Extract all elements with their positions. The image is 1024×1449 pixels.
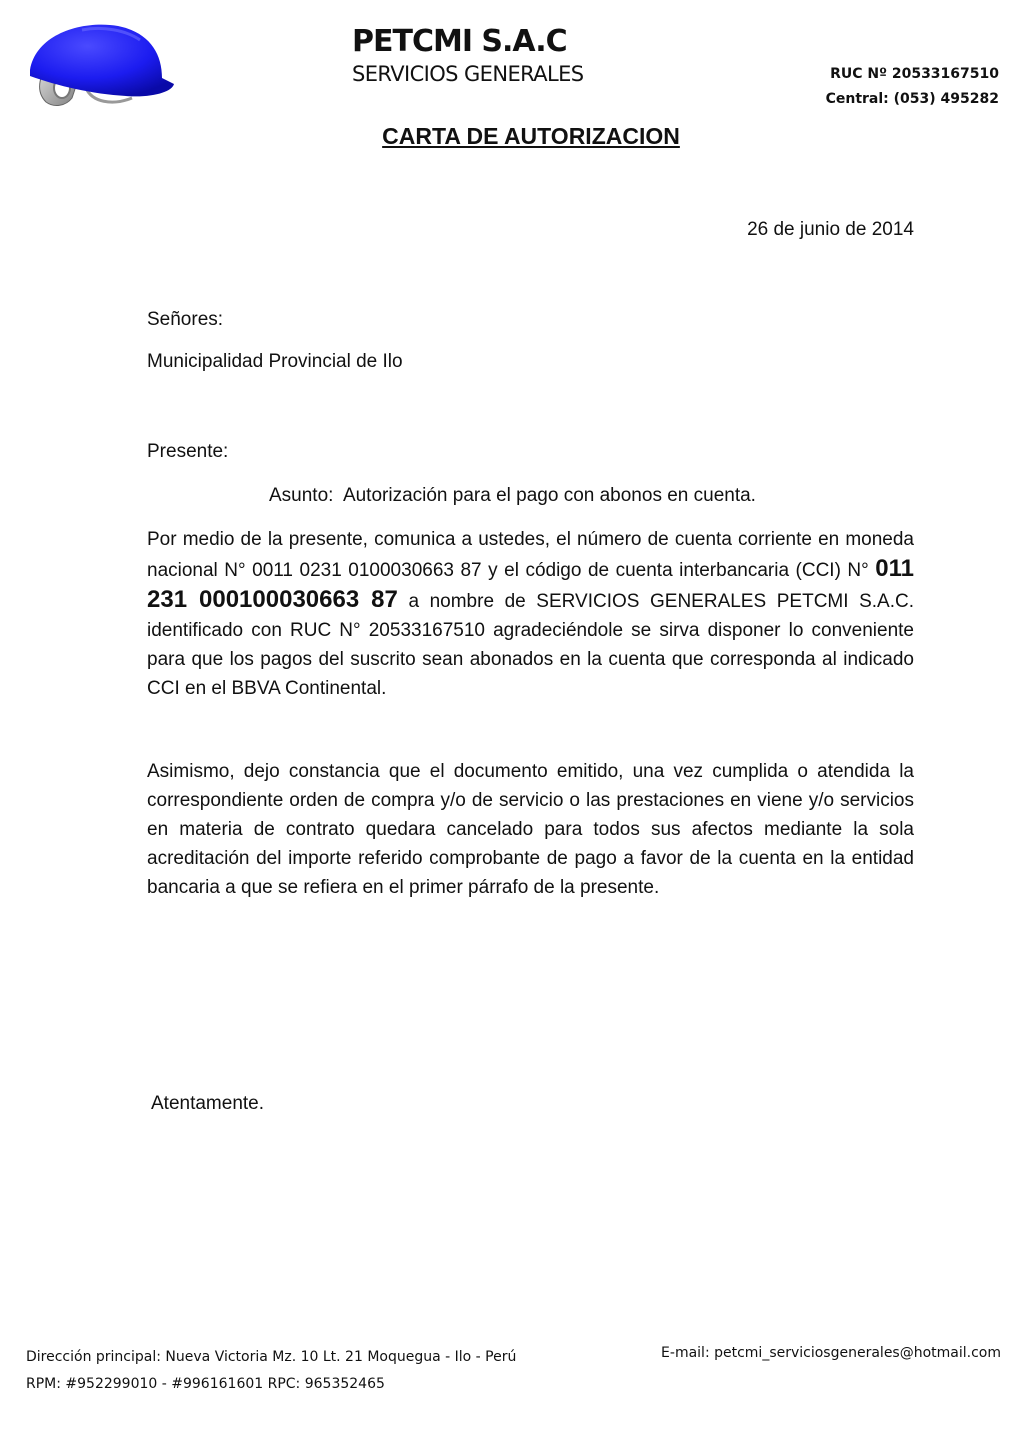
paragraph-constancia: Asimismo, dejo constancia que el documento emitido, una vez cumplida o atendida la correspondiente orden de compra y/o de servicio o las prestaciones en viene y/o servicios en materia de contrato quedara cancelado para todos sus afectos mediante la sola acreditación del importe referido comprobante de pago a favor de la cuenta en la entidad bancaria a que se refiera en el primer párrafo de la presente. [147,761,914,898]
cci-number: 011 231 000100030663 87 [147,555,914,613]
document-title: CARTA DE AUTORIZACION [382,123,680,149]
letter-date: 26 de junio de 2014 [747,219,914,240]
central-phone: Central: (053) 495282 [825,91,999,107]
footer-email: E-mail: petcmi_serviciosgenerales@hotmail.com [661,1345,1001,1361]
presente-label: Presente: [147,441,229,462]
footer-address: Dirección principal: Nueva Victoria Mz. 10 Lt. 21 Moquegua - Ilo - Perú [26,1349,517,1365]
paragraph-text: a nombre de SERVICIOS GENERALES PETCMI S.A.C. identificado con RUC N° 20533167510 agradeciéndole se sirva disponer lo conveniente para que los pagos del suscrito sean abonados en la cuenta que corresponda al indicado CCI en el BBVA Continental. [147,591,914,699]
recipient: Municipalidad Provincial de Ilo [147,351,403,372]
ruc-number: RUC Nº 20533167510 [830,66,999,82]
paragraph-text: Por medio de la presente, comunica a ustedes, el número de cuenta corriente en moneda nacional N° 0011 0231 0100030663 87 y el código de cuenta interbancaria (CCI) N° [147,529,914,581]
company-subtitle: SERVICIOS GENERALES [352,62,584,86]
blue-hard-hat-icon [22,18,182,114]
subject-line: Asunto: Autorización para el pago con abonos en cuenta. [269,485,756,506]
company-name: PETCMI S.A.C [352,24,567,59]
closing: Atentamente. [151,1093,265,1114]
paragraph-account-details [147,525,914,703]
salutation: Señores: [147,309,224,330]
footer-phones: RPM: #952299010 - #996161601 RPC: 965352465 [26,1376,385,1392]
